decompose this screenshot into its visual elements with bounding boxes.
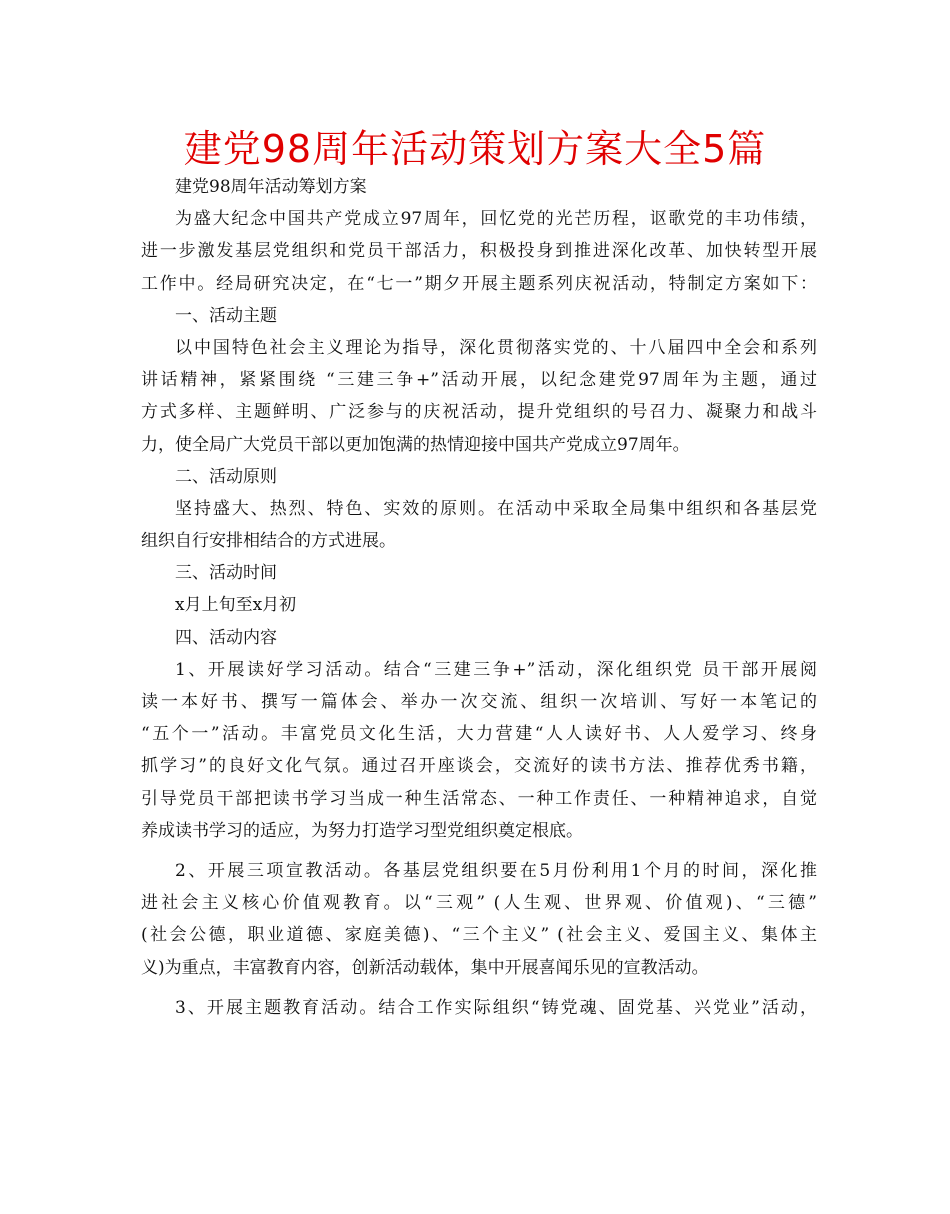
document-subtitle: 建党98周年活动筹划方案 [175, 177, 367, 197]
paragraph-line: “五个一”活动。丰富党员文化生活，大力营建“人人读好书、人人爱学习、终身 [141, 724, 817, 745]
paragraph-line: 读一本好书、撰写一篇体会、举办一次交流、组织一次培训、写好一本笔记的 [141, 692, 817, 712]
paragraph-line: 养成读书学习的适应，为努力打造学习型党组织奠定根底。 [141, 820, 583, 841]
paragraph-line: (社会公德，职业道德、家庭美德)、“三个主义” (社会主义、爱国主义、集体主 [141, 925, 817, 946]
document-title: 建党98周年活动策划方案大全5篇 [183, 127, 767, 171]
paragraph-line: 2、开展三项宣教活动。各基层党组织要在5月份利用1个月的时间，深化推 [175, 860, 817, 881]
section-heading: 三、活动时间 [175, 563, 277, 584]
document-body [141, 171, 817, 1024]
paragraph-line: 以中国特色社会主义理论为指导，深化贯彻落实党的、十八届四中全会和系列 [175, 337, 817, 358]
section-heading: 四、活动内容 [175, 627, 277, 648]
paragraph-line: 引导党员干部把读书学习当成一种生活常态、一种工作责任、一种精神追求，自觉 [141, 788, 817, 809]
paragraph-line: 讲话精神，紧紧围绕 “三建三争+”活动开展，以纪念建党97周年为主题，通过 [141, 370, 817, 391]
paragraph-gap [141, 847, 817, 855]
paragraph-line: 进社会主义核心价值观教育。以“三观” (人生观、世界观、价值观)、“三德” [141, 893, 817, 914]
paragraph-line: 3、开展主题教育活动。结合工作实际组织“铸党魂、固党基、兴党业”活动， [175, 997, 817, 1018]
paragraph-line: 工作中。经局研究决定，在“七一”期夕开展主题系列庆祝活动，特制定方案如下： [141, 273, 817, 294]
paragraph-line: 抓学习”的良好文化气氛。通过召开座谈会，交流好的读书方法、推荐优秀书籍， [141, 756, 817, 777]
paragraph-gap [141, 984, 817, 992]
paragraph-line: 为盛大纪念中国共产党成立97周年，回忆党的光芒历程，讴歌党的丰功伟绩， [175, 209, 817, 230]
paragraph-line: 组织自行安排相结合的方式进展。 [141, 531, 396, 552]
paragraph-line: 义)为重点，丰富教育内容，创新活动载体，集中开展喜闻乐见的宣教活动。 [141, 957, 709, 978]
paragraph-line: 力，使全局广大党员干部以更加饱满的热情迎接中国共产党成立97周年。 [141, 434, 690, 455]
section-heading: 二、活动原则 [175, 466, 277, 487]
paragraph-line: 坚持盛大、热烈、特色、实效的原则。在活动中采取全局集中组织和各基层党 [175, 498, 817, 519]
paragraph-line: 1、开展读好学习活动。结合“三建三争+”活动，深化组织党 员干部开展阅 [175, 659, 817, 680]
paragraph-line: 方式多样、主题鲜明、广泛参与的庆祝活动，提升党组织的号召力、凝聚力和战斗 [141, 402, 817, 423]
section-heading: 一、活动主题 [175, 305, 277, 326]
paragraph-line: x月上旬至x月初 [175, 595, 297, 616]
paragraph-line: 进一步激发基层党组织和党员干部活力，积极投身到推进深化改革、加快转型开展 [141, 241, 817, 262]
